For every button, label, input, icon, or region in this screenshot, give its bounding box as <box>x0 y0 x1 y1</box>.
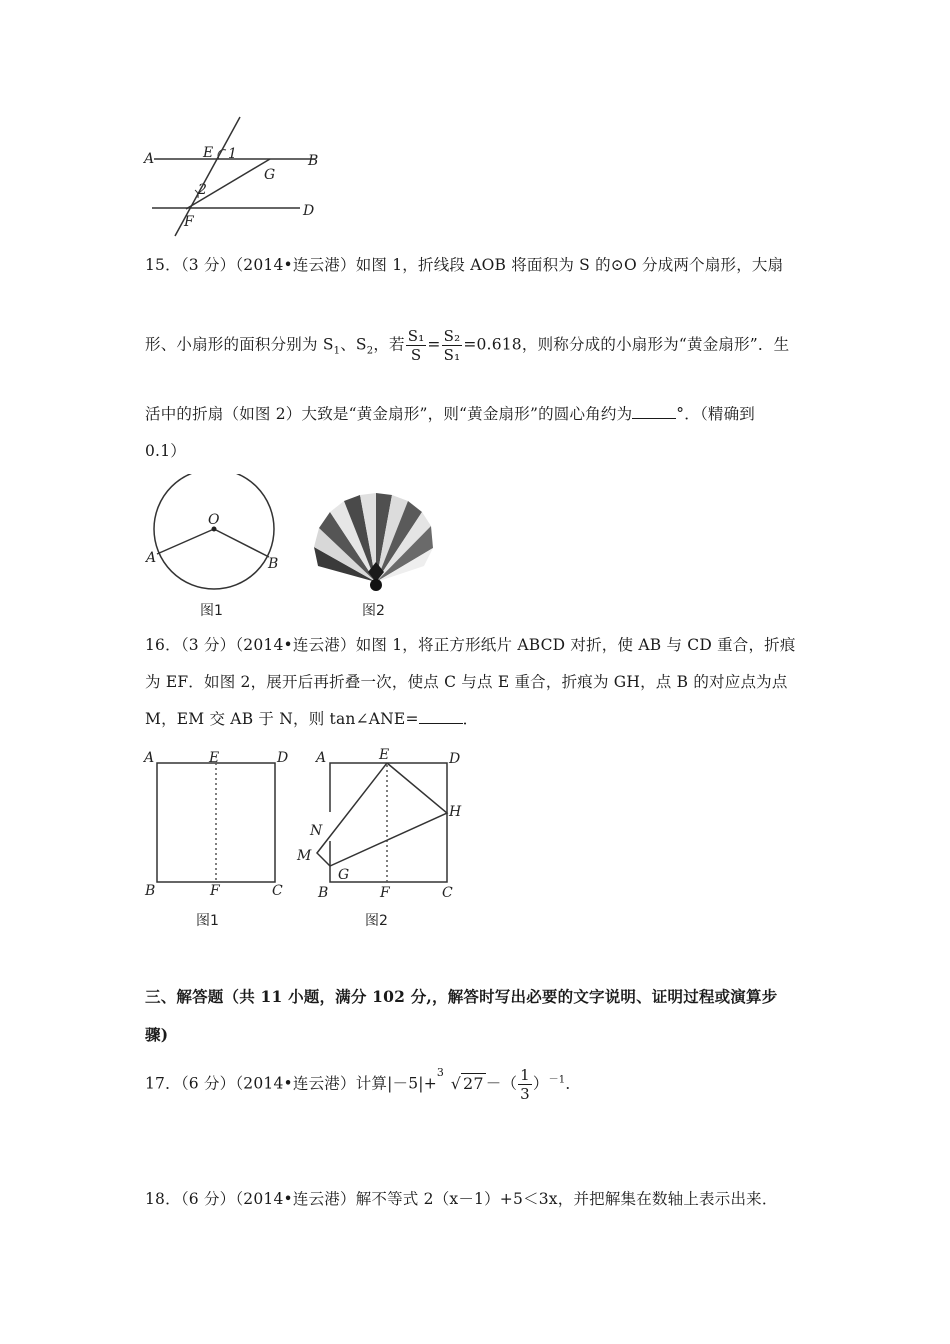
label-f: F <box>184 214 194 230</box>
label-b: B <box>145 883 156 899</box>
label-f: F <box>210 883 220 899</box>
label-g: G <box>338 867 350 883</box>
fraction-s1-over-s: $\frac{\text{S₁}}{S}$ <box>407 327 425 364</box>
label-f: F <box>380 885 390 901</box>
folding-fan-figure <box>310 492 450 622</box>
label-e: E <box>379 747 390 763</box>
label-b: B <box>318 885 329 901</box>
answer-blank <box>419 709 463 724</box>
q15-line2: 形、小扇形的面积分别为 $S_1$、$S_2$，若 $\frac{\text{S₁}}{S}$ = $\frac{\text{S₂}}{\text{S₁}}$ =0.618，则称分成的小扇形为“黄金扇形”．生 <box>145 327 790 364</box>
caption-fig1: 图1 <box>200 603 223 619</box>
section3-heading-line2: 骤) <box>145 1025 169 1044</box>
q17-line: 17．（6 分）（2014•连云港）计算|－5|+ 3 √ 27 －（ $\frac{1}{3}$ ）$^{-1}$． <box>145 1065 582 1103</box>
label-h: H <box>449 804 462 820</box>
q16-line3: M，EM 交 AB 于 N，则 tan∠ANE= ． <box>145 710 479 728</box>
label-g: G <box>264 167 276 183</box>
section3-heading-line1: 三、解答题（共 11 小题，满分 102 分,，解答时写出必要的文字说明、证明过程或演算步 <box>145 987 778 1006</box>
parallel-lines-figure <box>140 112 330 242</box>
q15-line4: 0.1） <box>145 442 186 460</box>
label-e: E <box>209 750 220 766</box>
q16-line2: 为 EF．如图 2，展开后再折叠一次，使点 C 与点 E 重合，折痕为 GH，点 B 的对应点为点 <box>145 673 788 691</box>
label-c: C <box>442 885 453 901</box>
fraction-s2-over-s1: $\frac{\text{S₂}}{\text{S₁}}$ <box>443 327 461 364</box>
label-a: A <box>144 151 155 167</box>
label-d: D <box>277 750 289 766</box>
label-b: B <box>268 556 279 572</box>
label-e: E <box>203 145 214 161</box>
q16-line1: 16．（3 分）（2014•连云港）如图 1，将正方形纸片 ABCD 对折，使 AB 与 CD 重合，折痕 <box>145 636 796 654</box>
label-a: A <box>144 750 155 766</box>
answer-blank <box>632 404 676 419</box>
fraction-one-third: $\frac{1}{3}$ <box>520 1066 530 1103</box>
label-d: D <box>303 203 315 219</box>
q15-line3: 活中的折扇（如图 2）大致是“黄金扇形”，则“黄金扇形”的圆心角约为 °．（精确到 <box>145 405 755 423</box>
square-fold-figure-1 <box>140 746 300 936</box>
label-c: C <box>272 883 283 899</box>
label-o: O <box>208 512 220 528</box>
circle-figure <box>140 474 300 624</box>
q18-line: 18．（6 分）（2014•连云港）解不等式 2（x－1）+5＜3x，并把解集在数轴上表示出来． <box>145 1190 778 1208</box>
label-a: A <box>316 750 327 766</box>
label-a: A <box>146 550 157 566</box>
cube-root: 3 √ 27 <box>436 1065 484 1093</box>
label-2: 2 <box>198 182 207 198</box>
caption-fig1: 图1 <box>196 913 219 929</box>
caption-fig2: 图2 <box>365 913 388 929</box>
label-d: D <box>449 751 461 767</box>
label-1: 1 <box>228 146 237 162</box>
q15-line1: 15．（3 分）（2014•连云港）如图 1，折线段 AOB 将面积为 S 的⊙O 分成两个扇形，大扇 <box>145 256 784 274</box>
label-n: N <box>310 823 323 839</box>
label-m: M <box>297 848 312 864</box>
caption-fig2: 图2 <box>362 603 385 619</box>
label-b: B <box>308 153 319 169</box>
square-fold-figure-2 <box>290 746 470 936</box>
